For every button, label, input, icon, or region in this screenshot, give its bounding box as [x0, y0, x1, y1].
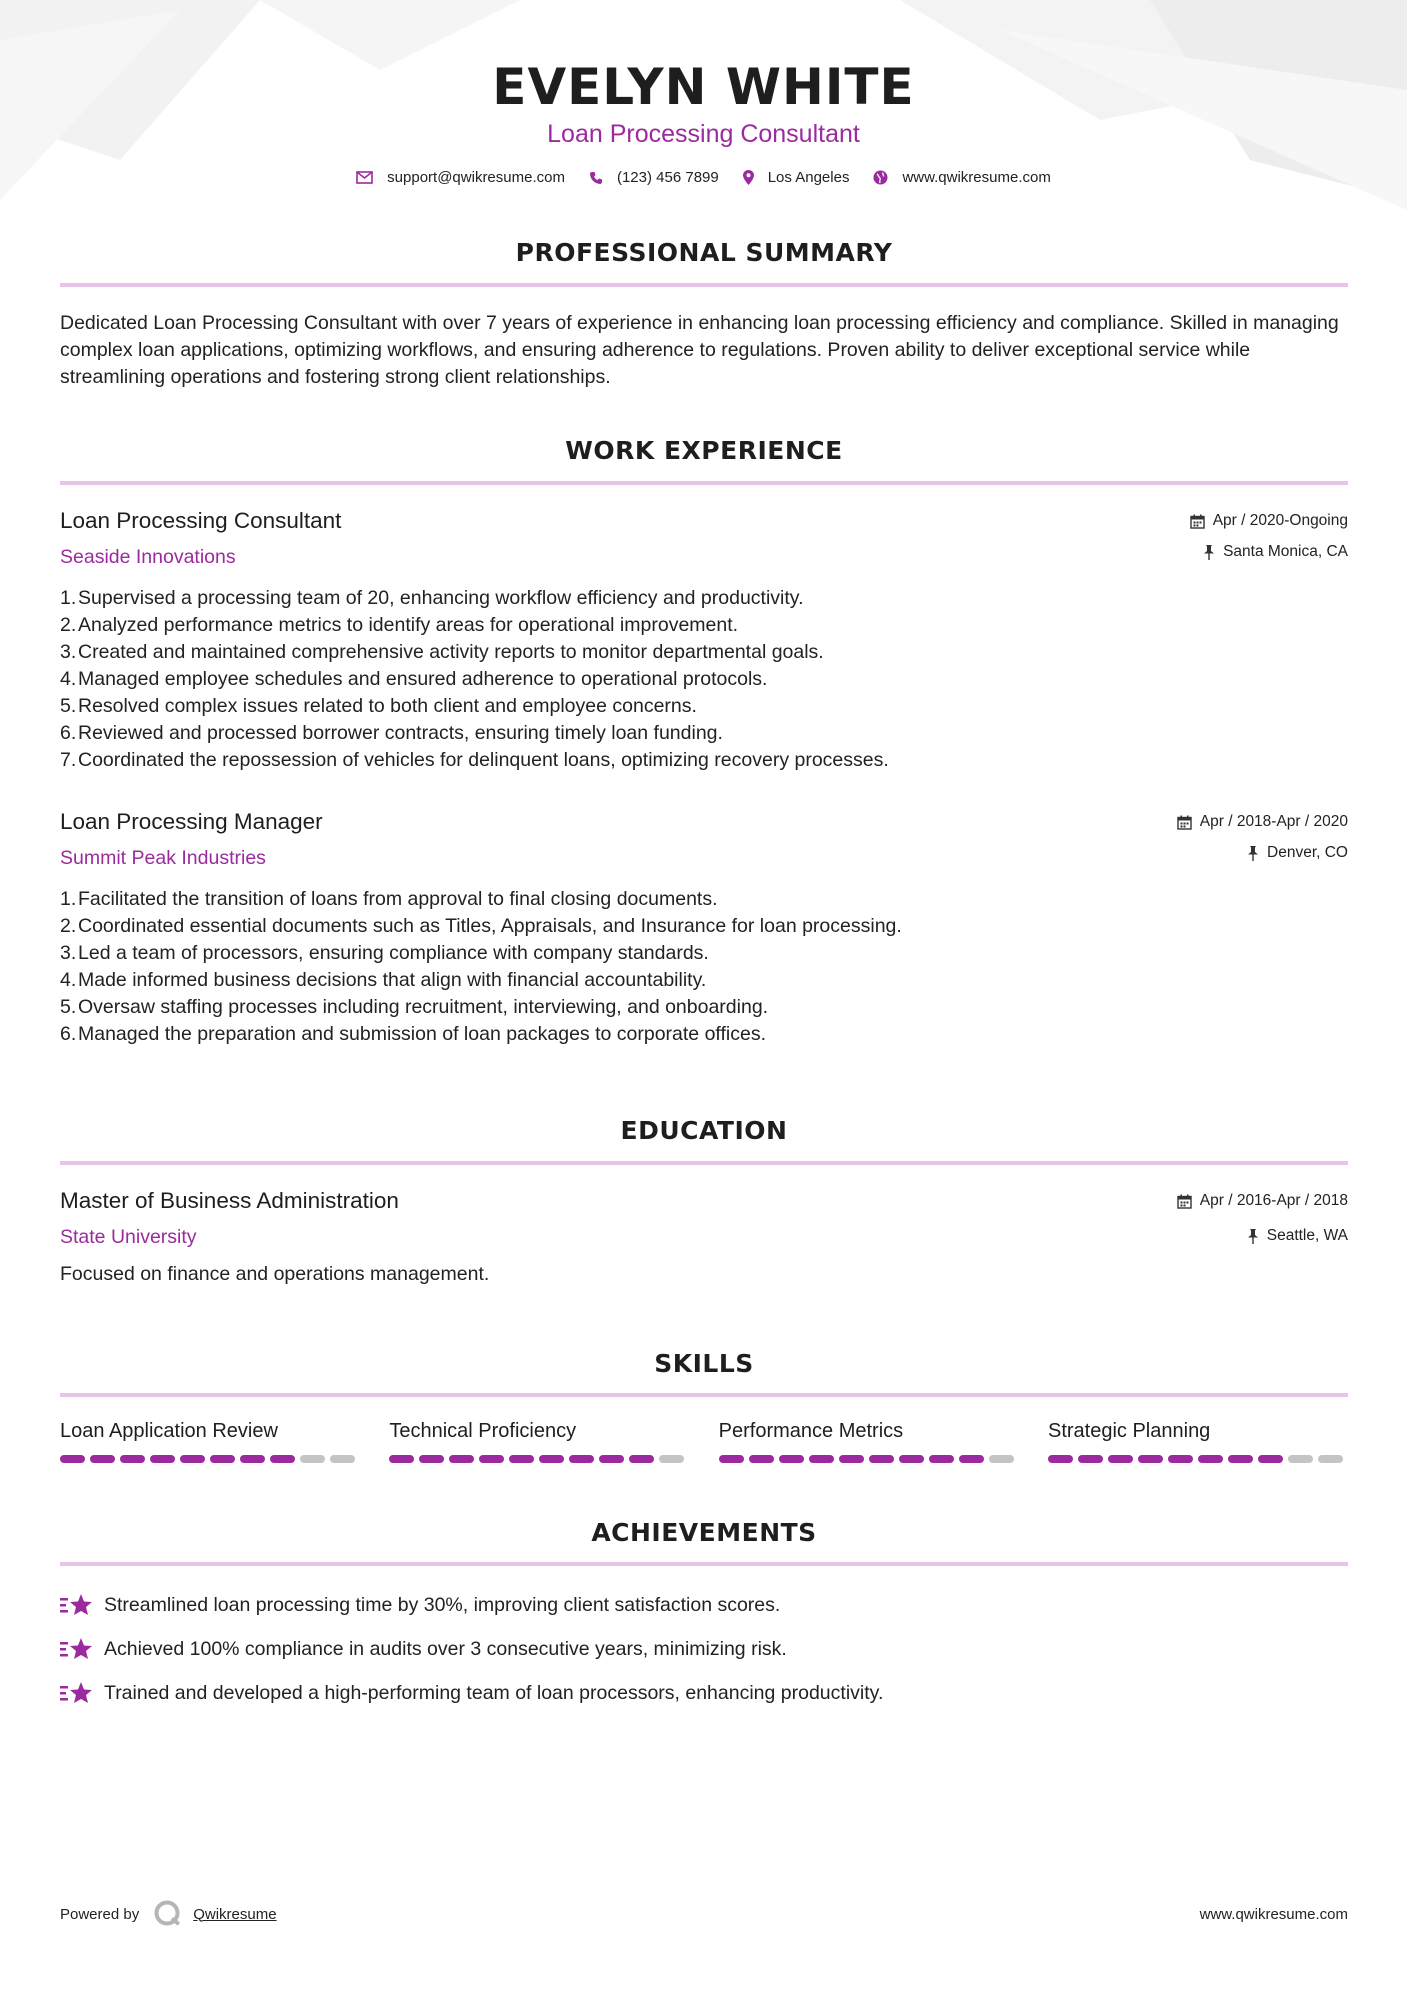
education-heading: EDUCATION — [620, 1116, 788, 1145]
summary-divider — [60, 283, 1348, 287]
list-item: 7.Coordinated the repossession of vehicles for delinquent loans, optimizing recovery processes. — [60, 749, 889, 771]
achievements-list — [60, 1583, 1348, 1715]
contact-row — [0, 169, 1407, 186]
skill-segment-filled — [150, 1455, 175, 1463]
list-item: 4.Made informed business decisions that align with financial accountability. — [60, 969, 707, 991]
candidate-name: EVELYN WHITE — [492, 58, 915, 116]
pushpin-icon — [1247, 846, 1259, 861]
job-location: Denver, CO — [1267, 844, 1348, 861]
job-bullets — [60, 886, 1348, 1048]
calendar-icon — [1177, 1194, 1192, 1209]
powered-by — [60, 1900, 277, 1928]
skill-segment-filled — [449, 1455, 474, 1463]
list-item: 5.Resolved complex issues related to both client and employee concerns. — [60, 695, 697, 717]
skill-segment-filled — [479, 1455, 504, 1463]
skill-segment-filled — [270, 1455, 295, 1463]
list-item: Trained and developed a high-performing team of loan processors, enhancing productivity. — [60, 1671, 1348, 1715]
skill-segment-filled — [180, 1455, 205, 1463]
skill-segment-filled — [419, 1455, 444, 1463]
contact-location-text: Los Angeles — [767, 169, 850, 186]
skill-segment-filled — [1168, 1455, 1193, 1463]
skill-item — [719, 1420, 1019, 1463]
skill-segment-filled — [210, 1455, 235, 1463]
job-title: Loan Processing Consultant — [60, 508, 342, 533]
skill-item — [389, 1420, 689, 1463]
contact-location — [743, 169, 850, 186]
education-entry — [60, 1188, 1348, 1286]
skill-segment-filled — [899, 1455, 924, 1463]
job-dates: Apr / 2020-Ongoing — [1212, 512, 1348, 529]
skill-segment-filled — [809, 1455, 834, 1463]
skill-segment-filled — [1078, 1455, 1103, 1463]
skill-segment-filled — [120, 1455, 145, 1463]
skill-segment-filled — [509, 1455, 534, 1463]
pushpin-icon — [1247, 1229, 1259, 1244]
achievements-heading: ACHIEVEMENTS — [591, 1518, 817, 1547]
skill-segment-filled — [929, 1455, 954, 1463]
job-title: Loan Processing Manager — [60, 809, 323, 834]
star-icon — [60, 1636, 94, 1662]
skill-segment-empty — [659, 1455, 684, 1463]
skill-segment-filled — [1198, 1455, 1223, 1463]
degree-title: Master of Business Administration — [60, 1188, 399, 1213]
skill-segment-filled — [869, 1455, 894, 1463]
job-company: Seaside Innovations — [60, 546, 236, 568]
page-footer — [60, 1900, 1348, 1928]
resume-header — [0, 58, 1407, 186]
skill-segment-filled — [629, 1455, 654, 1463]
skill-segment-filled — [599, 1455, 624, 1463]
globe-icon — [873, 170, 888, 185]
list-item: 2.Coordinated essential documents such as Titles, Appraisals, and Insurance for loan processing. — [60, 915, 902, 937]
list-item: 1.Supervised a processing team of 20, enhancing workflow efficiency and productivity. — [60, 587, 804, 609]
skill-level-bar — [389, 1455, 689, 1463]
contact-email-text: support@qwikresume.com — [387, 169, 565, 186]
skill-segment-filled — [749, 1455, 774, 1463]
skill-level-bar — [1048, 1455, 1348, 1463]
skill-name: Technical Proficiency — [389, 1420, 577, 1442]
skill-name: Loan Application Review — [60, 1420, 278, 1442]
skill-segment-empty — [1318, 1455, 1343, 1463]
achievements-divider — [60, 1562, 1348, 1566]
list-item: Achieved 100% compliance in audits over 3 consecutive years, minimizing risk. — [60, 1627, 1348, 1671]
skill-segment-filled — [539, 1455, 564, 1463]
skill-name: Strategic Planning — [1047, 1420, 1211, 1442]
skill-segment-empty — [989, 1455, 1014, 1463]
education-dates: Apr / 2016-Apr / 2018 — [1199, 1192, 1348, 1209]
skill-segment-filled — [569, 1455, 594, 1463]
skill-level-bar — [60, 1455, 360, 1463]
list-item: 4.Managed employee schedules and ensured adherence to operational protocols. — [60, 668, 768, 690]
envelope-icon — [356, 171, 373, 184]
skill-item — [1048, 1420, 1348, 1463]
job-meta — [1177, 813, 1348, 862]
skill-segment-filled — [60, 1455, 85, 1463]
job-meta — [1190, 512, 1348, 561]
contact-email[interactable] — [356, 169, 565, 186]
skills-divider — [60, 1393, 1348, 1397]
qwikresume-logo-icon — [153, 1900, 183, 1928]
skill-segment-empty — [330, 1455, 355, 1463]
job-entry — [60, 508, 1348, 774]
list-item: 5.Oversaw staffing processes including recruitment, interviewing, and onboarding. — [60, 996, 769, 1018]
footer-website[interactable]: www.qwikresume.com — [1199, 1905, 1348, 1923]
work-heading: WORK EXPERIENCE — [565, 436, 843, 465]
skill-segment-filled — [1108, 1455, 1133, 1463]
phone-icon — [589, 171, 603, 185]
list-item: 2.Analyzed performance metrics to identify areas for operational improvement. — [60, 614, 739, 636]
star-icon — [60, 1592, 94, 1618]
map-pin-icon — [743, 170, 754, 185]
school-name: State University — [60, 1226, 197, 1248]
skill-name: Performance Metrics — [718, 1420, 904, 1442]
education-description: Focused on finance and operations management. — [60, 1263, 490, 1285]
contact-phone[interactable] — [589, 169, 719, 186]
skill-segment-filled — [90, 1455, 115, 1463]
pushpin-icon — [1203, 545, 1215, 560]
skills-list — [60, 1420, 1348, 1463]
work-divider — [60, 481, 1348, 485]
list-item: 1.Facilitated the transition of loans from approval to final closing documents. — [60, 888, 718, 910]
contact-phone-text: (123) 456 7899 — [616, 169, 719, 186]
skill-segment-filled — [389, 1455, 414, 1463]
skill-segment-empty — [300, 1455, 325, 1463]
candidate-role: Loan Processing Consultant — [547, 120, 860, 148]
list-item: 3.Created and maintained comprehensive activity reports to monitor departmental goals. — [60, 641, 824, 663]
skill-level-bar — [719, 1455, 1019, 1463]
skill-segment-filled — [959, 1455, 984, 1463]
list-item: 6.Reviewed and processed borrower contracts, ensuring timely loan funding. — [60, 722, 723, 744]
education-location: Seattle, WA — [1266, 1227, 1348, 1244]
summary-heading: PROFESSIONAL SUMMARY — [515, 238, 893, 267]
skill-segment-empty — [1288, 1455, 1313, 1463]
list-item: Streamlined loan processing time by 30%, improving client satisfaction scores. — [60, 1583, 1348, 1627]
education-divider — [60, 1161, 1348, 1165]
job-entry — [60, 809, 1348, 1048]
calendar-icon — [1177, 815, 1192, 830]
skill-segment-filled — [779, 1455, 804, 1463]
contact-website-text: www.qwikresume.com — [902, 169, 1051, 186]
job-dates: Apr / 2018-Apr / 2020 — [1199, 813, 1348, 830]
skills-heading: SKILLS — [654, 1349, 754, 1378]
list-item: 6.Managed the preparation and submission of loan packages to corporate offices. — [60, 1023, 766, 1045]
skill-segment-filled — [1258, 1455, 1283, 1463]
job-location: Santa Monica, CA — [1223, 543, 1348, 560]
skill-segment-filled — [1138, 1455, 1163, 1463]
skill-segment-filled — [719, 1455, 744, 1463]
education-meta — [1177, 1192, 1348, 1245]
list-item: 3.Led a team of processors, ensuring compliance with company standards. — [60, 942, 709, 964]
contact-website[interactable] — [873, 169, 1050, 186]
skill-segment-filled — [839, 1455, 864, 1463]
qwikresume-link[interactable]: Qwikresume — [193, 1905, 277, 1923]
skill-item — [60, 1420, 360, 1463]
calendar-icon — [1190, 514, 1205, 529]
star-icon — [60, 1680, 94, 1706]
powered-by-label: Powered by — [60, 1905, 140, 1923]
job-bullets — [60, 585, 1348, 774]
job-company: Summit Peak Industries — [60, 847, 266, 869]
skill-segment-filled — [1228, 1455, 1253, 1463]
skill-segment-filled — [240, 1455, 265, 1463]
skill-segment-filled — [1048, 1455, 1073, 1463]
summary-text: Dedicated Loan Processing Consultant with over 7 years of experience in enhancing loan processing efficiency and compliance. Skilled in managing complex loan applications, optimizing workflows, and ensuring adherence to regulations. Proven ability to deliver exceptional service while streamlining operations and fostering strong client relationships. — [60, 312, 1339, 388]
